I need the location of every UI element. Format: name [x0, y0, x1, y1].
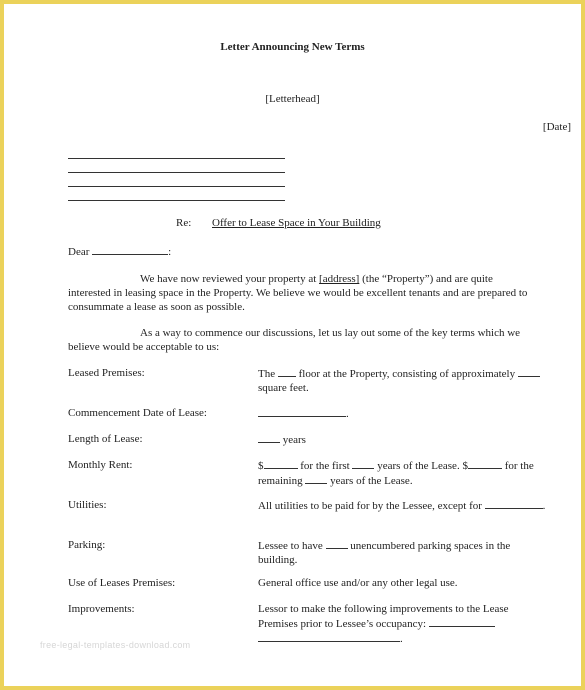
date-placeholder: [Date]: [542, 121, 571, 133]
salutation-text: Dear: [68, 246, 90, 258]
term-label-leased-premises: Leased Premises:: [68, 367, 145, 379]
address-line-4: [68, 200, 285, 201]
term-label-commencement-date: Commencement Date of Lease:: [68, 407, 207, 419]
term-label-monthly-rent: Monthly Rent:: [68, 459, 133, 471]
term-label-use-of-premises: Use of Leases Premises:: [68, 577, 176, 589]
document-title: Letter Announcing New Terms: [220, 41, 365, 53]
term-value-commencement-date: .: [258, 406, 548, 421]
name-blank: [92, 244, 168, 255]
term-label-length-of-lease: Length of Lease:: [68, 433, 143, 445]
address-placeholder: [address]: [319, 273, 360, 285]
salutation-colon: :: [168, 246, 172, 258]
term-label-improvements: Improvements:: [68, 603, 135, 615]
address-line-3: [68, 186, 285, 187]
address-line-1: [68, 158, 285, 159]
term-value-use-of-premises: General office use and/or any other legal use.: [258, 577, 458, 589]
term-value-leased-premises: The floor at the Property, consisting of approximately square feet.: [258, 366, 548, 395]
letterhead-placeholder: [Letterhead]: [265, 93, 320, 105]
term-label-parking: Parking:: [68, 539, 106, 551]
watermark-text: free-legal-templates-download.com: [40, 640, 191, 650]
term-label-utilities: Utilities:: [68, 499, 107, 511]
term-value-length-of-lease: years: [258, 432, 548, 447]
term-value-utilities: All utilities to be paid for by the Lessee, except for .: [258, 500, 546, 512]
term-value-monthly-rent: $ for the first years of the Lease. $ for the remaining years of the Lease.: [258, 460, 534, 487]
address-line-2: [68, 172, 285, 173]
re-label: Re:: [176, 217, 192, 229]
term-value-parking: Lessee to have unencumbered parking spaces in the building.: [258, 540, 511, 566]
paragraph-1: We have now reviewed your property at [address] (the “Property”) and are quite interested in leasing space in the Property. We believe we would be excellent tenants and are prepared to consummate a lease as soon as possible.: [68, 273, 528, 313]
re-subject: Offer to Lease Space in Your Building: [212, 217, 381, 229]
term-value-improvements: Lessor to make the following improvements to the Lease Premises prior to Lessee’s occupancy: .: [258, 603, 509, 645]
salutation: [68, 244, 171, 259]
document-page: [4, 4, 581, 686]
paragraph-2: As a way to commence our discussions, let us lay out some of the key terms which we believe would be acceptable to us:: [68, 327, 521, 353]
